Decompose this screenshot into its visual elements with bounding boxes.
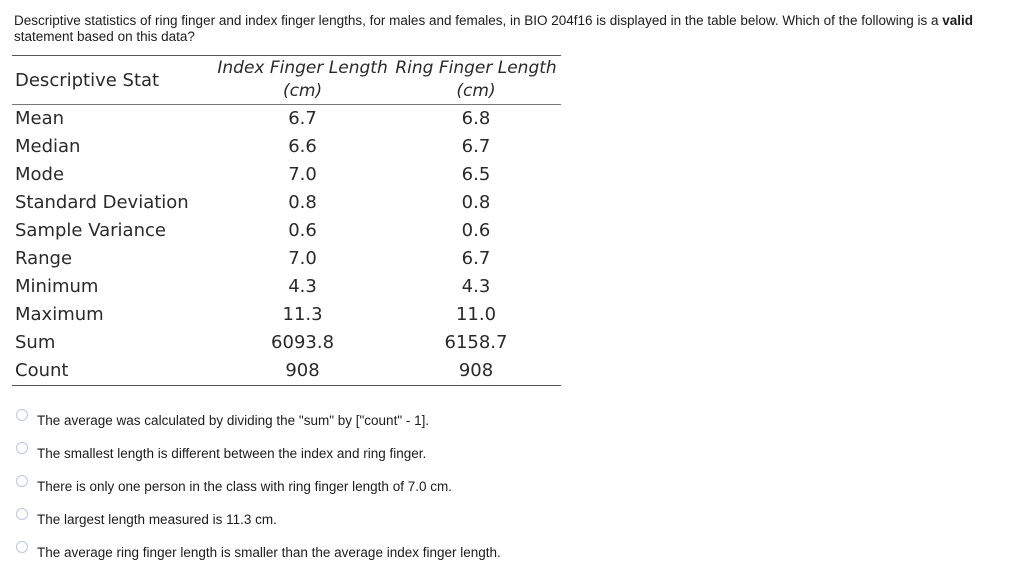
answer-option-5[interactable] — [16, 538, 1016, 571]
table-row — [12, 245, 561, 273]
index-value: 6093.8 — [271, 332, 335, 353]
header-descriptive-stat: Descriptive Stat — [12, 56, 214, 105]
descriptive-stats-table — [12, 55, 561, 386]
radio-button[interactable] — [16, 508, 28, 520]
header-ring-finger-line2: (cm) — [456, 81, 496, 101]
row-label: Sample Variance — [15, 220, 166, 241]
answer-options — [16, 406, 1016, 571]
question-text — [14, 13, 1004, 45]
ring-value: 6.7 — [461, 248, 491, 269]
answer-option-3[interactable] — [16, 472, 1016, 505]
ring-value: 6.8 — [461, 108, 491, 129]
question-part-2: statement based on this data? — [14, 29, 195, 44]
answer-option-text[interactable]: The smallest length is different between the index and ring finger. — [37, 446, 427, 461]
answer-option-1[interactable] — [16, 406, 1016, 439]
header-ring-finger — [391, 56, 561, 105]
index-value: 4.3 — [288, 276, 317, 297]
table-row — [12, 301, 561, 329]
answer-option-text[interactable]: The average was calculated by dividing the "sum" by ["count" - 1]. — [37, 413, 430, 428]
table-row — [12, 357, 561, 386]
table-row — [12, 217, 561, 245]
index-value: 7.0 — [288, 164, 317, 185]
index-value: 908 — [214, 357, 391, 386]
index-value: 6.6 — [288, 136, 317, 157]
table-header-row — [12, 56, 561, 105]
answer-option-4[interactable] — [16, 505, 1016, 538]
row-label: Standard Deviation — [15, 192, 189, 213]
ring-value: 6.7 — [461, 136, 491, 157]
index-value: 0.8 — [288, 192, 317, 213]
question-emphasis: valid — [942, 13, 974, 28]
radio-button[interactable] — [16, 442, 28, 454]
index-value: 11.3 — [282, 304, 323, 325]
ring-value: 908 — [391, 357, 561, 386]
question-part-1: Descriptive statistics of ring finger and index finger lengths, for males and females, in BIO 204f16 is displayed in the table below. Which of the following is a — [14, 13, 943, 28]
index-value: 7.0 — [288, 248, 317, 269]
answer-option-2[interactable] — [16, 439, 1016, 472]
table-row — [12, 329, 561, 357]
ring-value: 11.0 — [455, 304, 497, 325]
answer-option-text[interactable]: There is only one person in the class with ring finger length of 7.0 cm. — [37, 479, 452, 494]
answer-option-text[interactable]: The largest length measured is 11.3 cm. — [37, 512, 277, 527]
ring-value: 6158.7 — [444, 332, 508, 353]
answer-option-text[interactable]: The average ring finger length is smaller than the average index finger length. — [37, 545, 501, 560]
index-value: 0.6 — [288, 220, 317, 241]
row-label: Sum — [15, 332, 56, 353]
radio-button[interactable] — [16, 409, 28, 421]
row-label: Mean — [15, 108, 65, 129]
index-value: 6.7 — [288, 108, 317, 129]
radio-button[interactable] — [16, 475, 28, 487]
header-index-finger-line1: Index Finger Length — [217, 58, 388, 78]
ring-value: 4.3 — [461, 276, 491, 297]
table-row — [12, 133, 561, 161]
row-label: Count — [12, 357, 214, 386]
table-row — [12, 105, 561, 134]
header-index-finger — [214, 56, 391, 105]
row-label: Median — [15, 136, 81, 157]
row-label: Mode — [15, 164, 65, 185]
row-label: Maximum — [15, 304, 104, 325]
ring-value: 0.8 — [461, 192, 491, 213]
ring-value: 0.6 — [461, 220, 491, 241]
radio-button[interactable] — [16, 541, 28, 553]
table-row — [12, 189, 561, 217]
ring-value: 6.5 — [461, 164, 491, 185]
header-ring-finger-line1: Ring Finger Length — [395, 58, 557, 78]
row-label: Range — [15, 248, 73, 269]
table-row — [12, 161, 561, 189]
header-index-finger-line2: (cm) — [282, 81, 323, 101]
row-label: Minimum — [15, 276, 99, 297]
table-row — [12, 273, 561, 301]
